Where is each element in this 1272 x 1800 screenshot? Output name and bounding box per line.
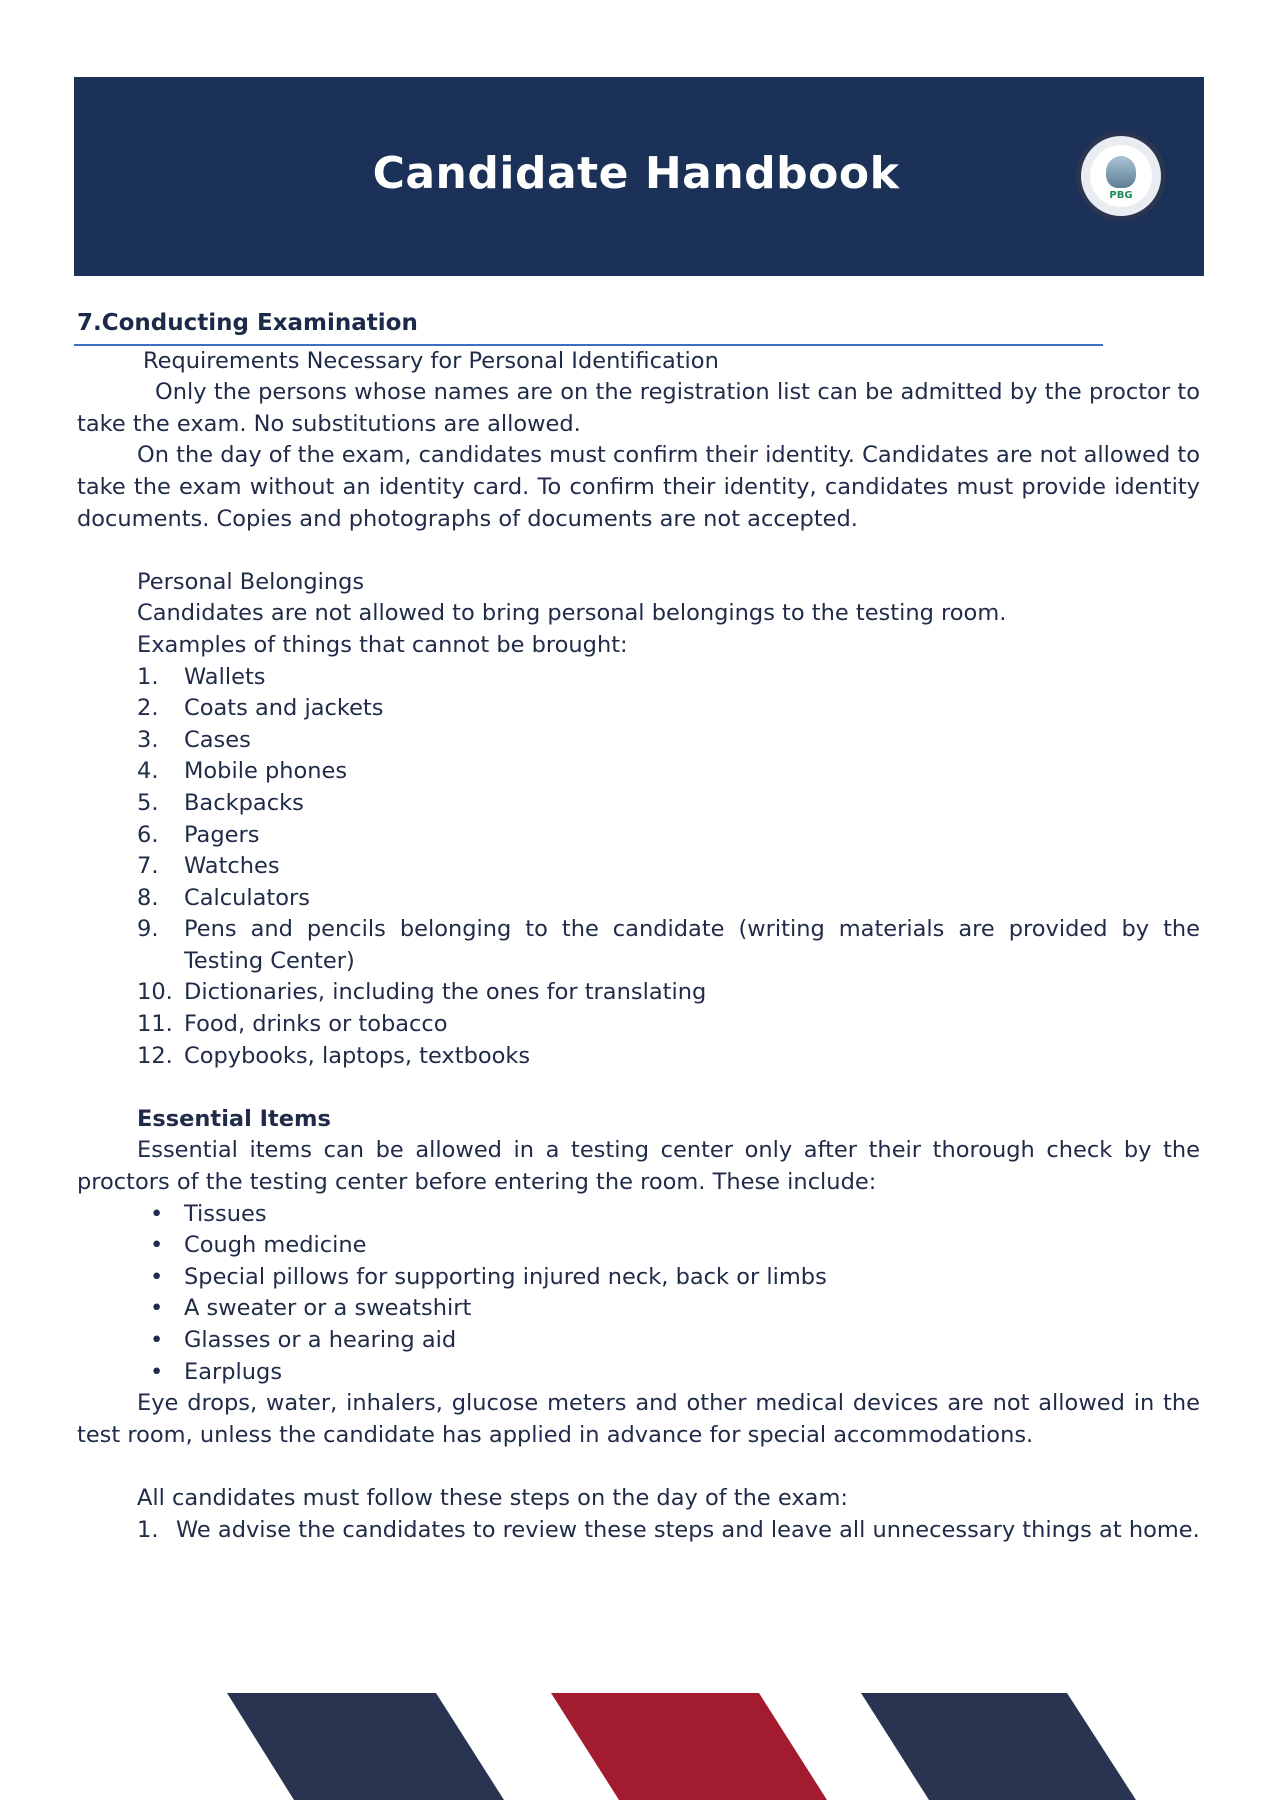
list-number: 9. — [137, 916, 159, 943]
list-item-text: Pens and pencils belonging to the candidate (writing materials are provided by the Testing Center) — [184, 916, 1200, 974]
paragraph: Eye drops, water, inhalers, glucose meters and other medical devices are not allowed in the test room, unless the candidate has applied in advance for special accommodations. — [77, 1390, 1200, 1448]
list-item-text: Dictionaries, including the ones for translating — [184, 979, 707, 1006]
list-item-text: Special pillows for supporting injured neck, back or limbs — [184, 1263, 827, 1290]
paragraph: Examples of things that cannot be brought: — [137, 631, 628, 658]
list-number: 12. — [137, 1042, 173, 1069]
paragraph: Candidates are not allowed to bring personal belongings to the testing room. — [137, 600, 1007, 627]
list-number: 8. — [137, 884, 159, 911]
list-item-text: Mobile phones — [184, 758, 348, 785]
list-number: 1. — [137, 663, 159, 690]
list-number: 7. — [137, 853, 159, 880]
paragraph: On the day of the exam, candidates must confirm their identity. Candidates are not allowed to take the exam without an identity card. To confirm their identity, candidates must provide identity documents. Copies and photographs of documents are not accepted. — [77, 442, 1200, 532]
list-item-text: Copybooks, laptops, textbooks — [184, 1042, 531, 1069]
list-item-text: Coats and jackets — [184, 695, 384, 722]
logo-text: PBG — [1109, 190, 1133, 201]
list-item-text: We advise the candidates to review these steps and leave all unnecessary things at home. — [176, 1516, 1200, 1543]
list-item-text: Glasses or a hearing aid — [184, 1327, 457, 1353]
bullet-icon: • — [150, 1232, 164, 1259]
list-number: 6. — [137, 821, 159, 848]
subheading: Requirements Necessary for Personal Identification — [143, 347, 719, 374]
list-item-text: Cases — [184, 726, 251, 753]
page-title: Candidate Handbook — [372, 148, 900, 199]
list-item-text: Pagers — [184, 821, 260, 848]
navy-stripe — [227, 1693, 504, 1800]
paragraph: Essential items can be allowed in a testing center only after their thorough check by the proctors of the testing center before entering the room. These include: — [77, 1137, 1200, 1196]
list-number: 10. — [137, 979, 173, 1006]
list-item-text: Backpacks — [184, 789, 304, 816]
list-item-text: A sweater or a sweatshirt — [184, 1295, 472, 1322]
list-item-text: Cough medicine — [184, 1232, 367, 1259]
bullet-icon: • — [150, 1327, 164, 1353]
list-item-text: Watches — [184, 853, 280, 880]
navy-stripe — [861, 1693, 1136, 1800]
list-item-text: Food, drinks or tobacco — [184, 1011, 448, 1038]
paragraph: Only the persons whose names are on the registration list can be admitted by the proctor to take the exam. No substitutions are allowed. — [77, 379, 1200, 437]
bullet-icon: • — [150, 1358, 164, 1385]
list-number: 5. — [137, 789, 159, 816]
list-number: 11. — [137, 1011, 173, 1038]
belongings-heading: Personal Belongings — [137, 568, 365, 595]
list-number: 2. — [137, 695, 159, 722]
essential-heading: Essential Items — [137, 1105, 331, 1132]
list-item-text: Earplugs — [184, 1358, 283, 1385]
section-heading: 7.Conducting Examination — [77, 310, 418, 336]
list-number: 3. — [137, 726, 159, 753]
bullet-icon: • — [150, 1295, 164, 1322]
paragraph: All candidates must follow these steps on the day of the exam: — [137, 1484, 848, 1511]
red-stripe — [551, 1693, 827, 1800]
list-item-text: Calculators — [184, 884, 310, 911]
bullet-icon: • — [150, 1263, 164, 1290]
list-item-text: Wallets — [184, 663, 266, 690]
list-number: 1. — [137, 1516, 159, 1543]
list-number: 4. — [137, 758, 159, 785]
bullet-icon: • — [150, 1200, 164, 1227]
list-item-text: Tissues — [184, 1200, 267, 1227]
